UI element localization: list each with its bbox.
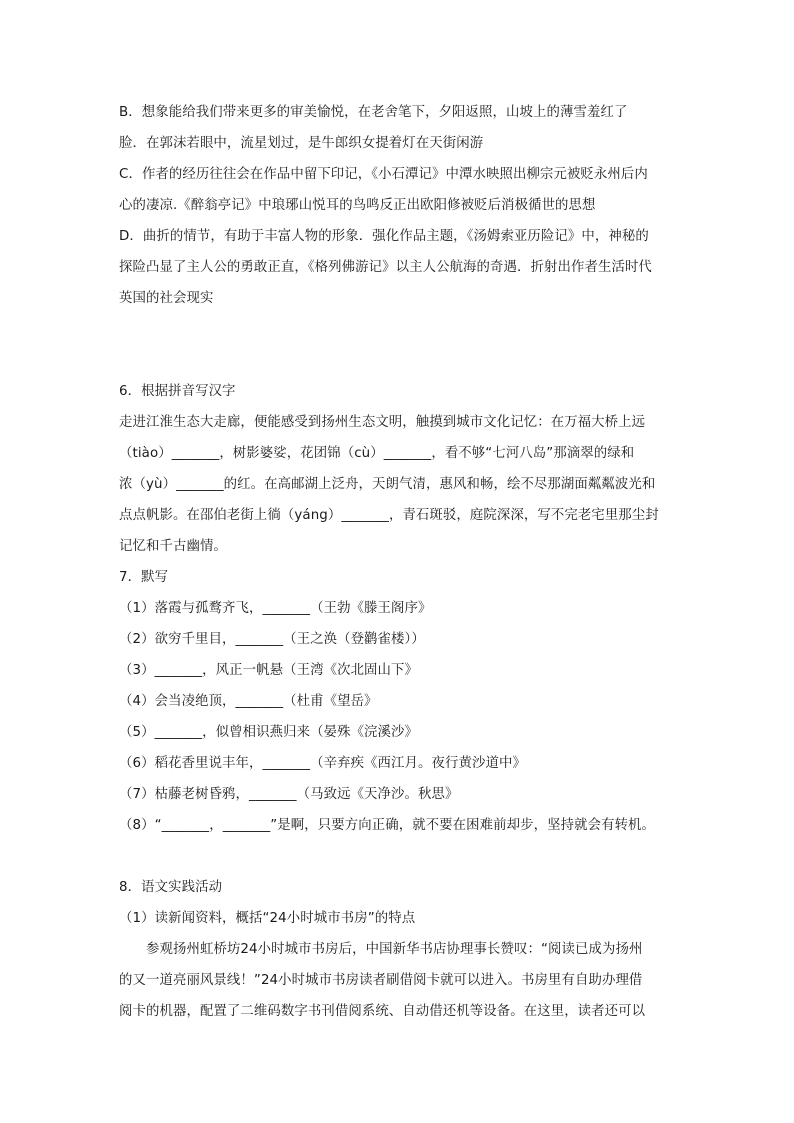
question-6-text-2: （tiào）_______，树影婆娑，花团锦（cù）_______，看不够“七河八岛”那滴翠的绿和: [119, 446, 635, 461]
question-7-title: 7．默写: [119, 570, 169, 585]
option-b-line-1: B．想象能给我们带来更多的审美愉悦，在老舍笔下，夕阳返照，山坡上的薄雪羞红了: [119, 105, 628, 120]
question-7-item-6: （6）稻花香里说丰年，_______（辛弃疾《西江月。夜行黄沙道中》: [119, 756, 526, 771]
question-8-subtitle: （1）读新闻资料，概括“24小时城市书房”的特点: [119, 911, 416, 926]
option-c-line-1: C．作者的经历往往会在作品中留下印记，《小石潭记》中潭水映照出柳宗元被贬永州后内: [119, 167, 648, 182]
question-7-item-2: （2）欲穷千里目，_______（王之涣（登鹳雀楼））: [119, 632, 425, 647]
option-b-line-2: 脸．在郭沫若眼中，流星划过，是牛郎织女提着灯在天街闲游: [119, 136, 484, 151]
question-7-item-3: （3）_______，风正一帆悬（王湾《次北固山下》: [119, 663, 419, 678]
option-c-line-2: 心的凄凉.《醉翁亭记》中琅琊山悦耳的鸟鸣反正出欧阳修被贬后消极循世的思想: [119, 198, 596, 213]
question-6-text-4: 点点帆影。在邵伯老街上徜（yáng）_______，青石斑驳，庭院深深，写不完老宅里那尘封: [119, 508, 659, 523]
question-7-item-4: （4）会当凌绝顶，_______（杜甫《望岳》: [119, 694, 378, 709]
question-6-text-5: 记忆和千古幽情。: [119, 539, 227, 554]
question-6-text-1: 走进江淮生态大走廊，便能感受到扬州生态文明，触摸到城市文化记忆：在万福大桥上远: [119, 415, 646, 430]
option-d-line-3: 英国的社会现实: [119, 291, 214, 306]
question-8-para-line-1: 参观扬州虹桥坊24小时城市书房后，中国新华书店协理事长赞叹：“阅读已成为扬州: [146, 942, 643, 957]
question-7-item-5: （5）_______，似曾相识燕归来（晏殊《浣溪沙》: [119, 725, 419, 740]
question-7-item-7: （7）枯藤老树昏鸦，_______（马致远《天净沙。秋思》: [119, 787, 459, 802]
option-d-line-2: 探险凸显了主人公的勇敢正直，《格列佛游记》以主人公航海的奇遇．折射出作者生活时代: [119, 260, 652, 275]
question-7-item-1: （1）落霞与孤鹜齐飞，_______（王勃《滕王阁序》: [119, 601, 432, 616]
question-8-title: 8．语文实践活动: [119, 880, 223, 895]
option-d-line-1: D．曲折的情节，有助于丰富人物的形象．强化作品主题，《汤姆索亚历险记》中，神秘的: [119, 229, 649, 244]
question-6-text-3: 浓（yù）_______的红。在高邮湖上泛舟，天朗气清，惠风和畅，绘不尽那湖面粼粼波光和: [119, 477, 656, 492]
question-7-item-8: （8）“_______，_______”是啊，只要方向正确，就不要在困难前却步，坚持就会有转机。: [119, 818, 656, 833]
question-8-para-line-2: 的又一道亮丽风景线！”24小时城市书房读者刷借阅卡就可以进入。书房里有自助办理借: [119, 973, 643, 988]
question-6-title: 6．根据拼音写汉字: [119, 384, 236, 399]
question-8-para-line-3: 阅卡的机器，配置了二维码数字书刊借阅系统、自动借还机等设备。在这里，读者还可以: [119, 1004, 646, 1019]
